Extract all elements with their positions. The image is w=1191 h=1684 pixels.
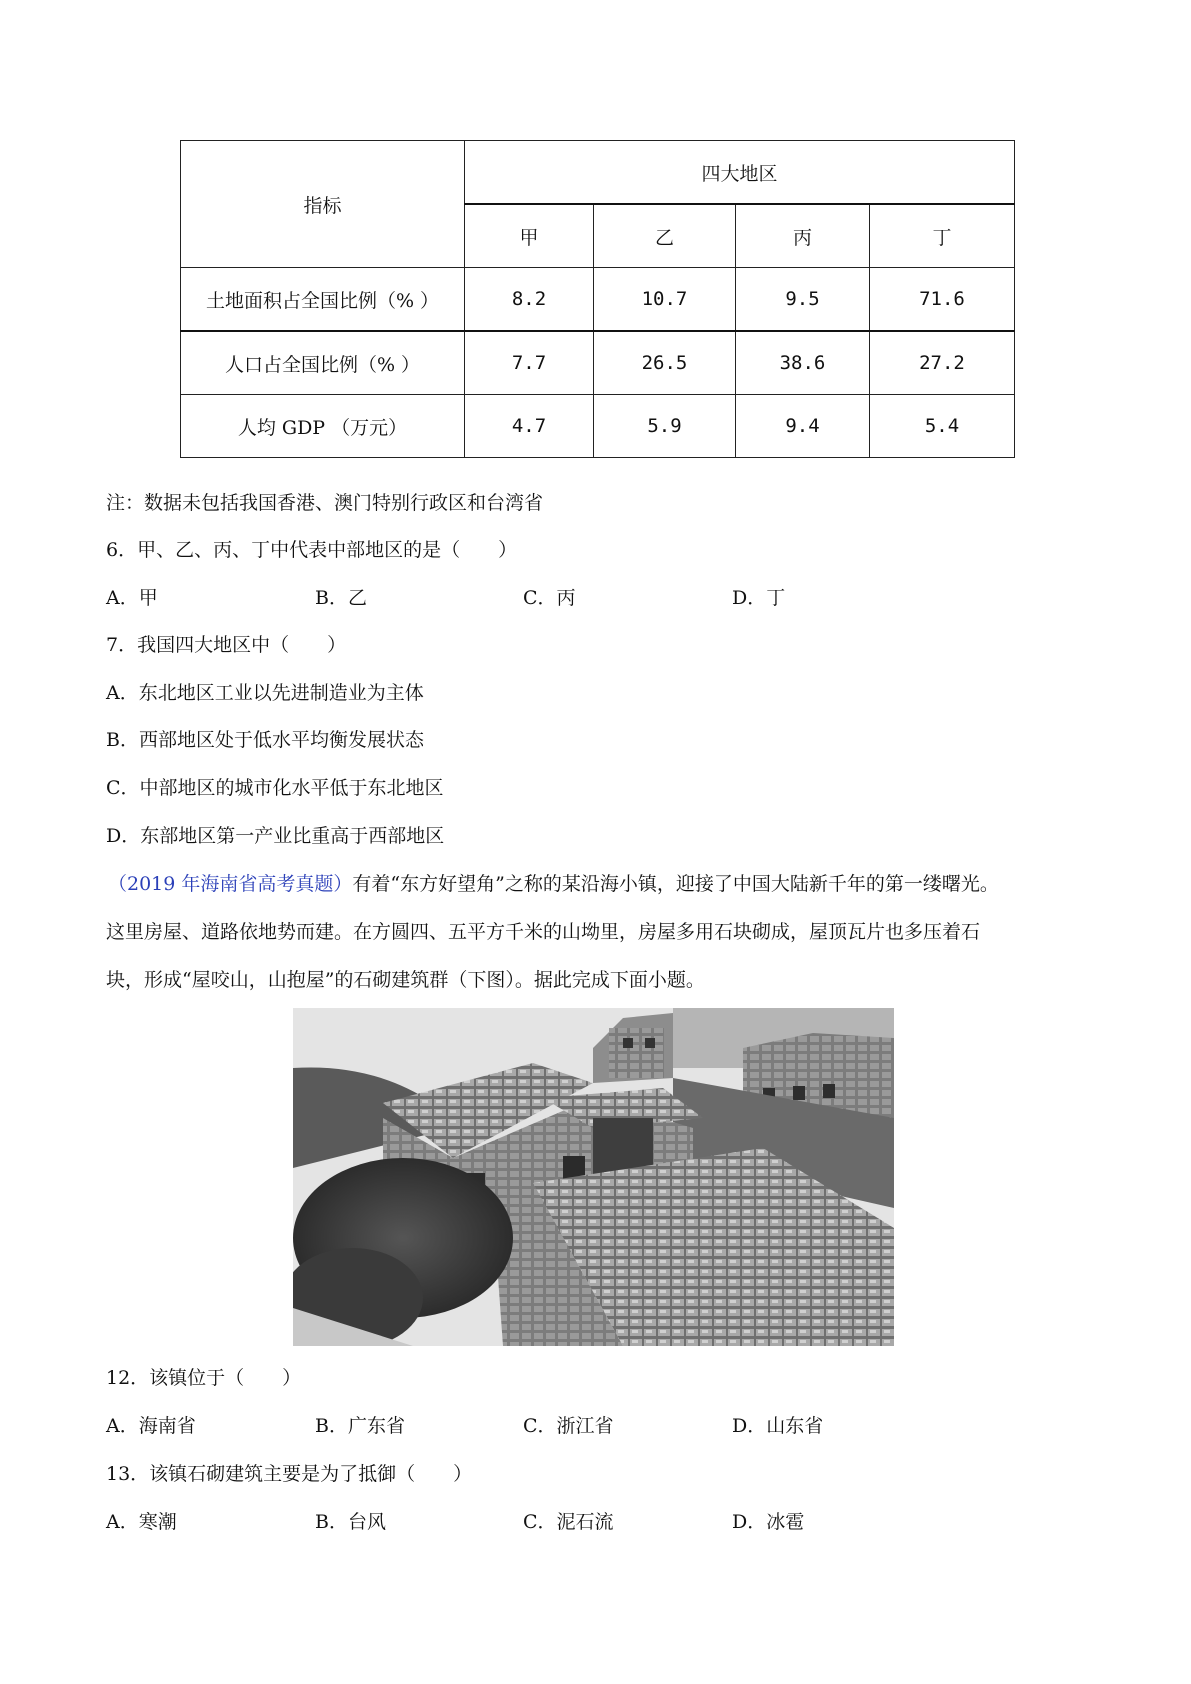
table-cell: 5.4 xyxy=(870,395,1015,458)
q6-option-d: D．丁 xyxy=(732,587,786,609)
q12-option-c: C．浙江省 xyxy=(523,1415,614,1437)
passage-line-1 xyxy=(108,869,999,896)
question-12-stem: 12．该镇位于（ ） xyxy=(106,1367,302,1389)
q13-option-a: A．寒潮 xyxy=(106,1511,177,1533)
q7-option-a: A．东北地区工业以先进制造业为主体 xyxy=(106,682,424,704)
table-row-population xyxy=(181,331,1015,395)
q6-option-c: C．丙 xyxy=(523,587,576,609)
table-cell: 4.7 xyxy=(465,395,594,458)
passage-line-2: 这里房屋、道路依地势而建。在方圆四、五平方千米的山坳里，房屋多用石块砌成，屋顶瓦片也多压着石 xyxy=(106,921,981,943)
q13-option-b: B．台风 xyxy=(315,1511,386,1533)
table-cell: 9.4 xyxy=(736,395,870,458)
question-13-stem: 13．该镇石砌建筑主要是为了抵御（ ） xyxy=(106,1463,473,1485)
header-region-yi: 乙 xyxy=(594,204,736,268)
question-6-stem: 6．甲、乙、丙、丁中代表中部地区的是（ ） xyxy=(106,539,518,561)
header-region-ding: 丁 xyxy=(870,204,1015,268)
q7-option-d: D．东部地区第一产业比重高于西部地区 xyxy=(106,825,445,847)
table-cell: 38.6 xyxy=(736,331,870,395)
q13-option-c: C．泥石流 xyxy=(523,1511,614,1533)
stone-houses-photo xyxy=(293,1008,894,1346)
q7-option-c: C．中部地区的城市化水平低于东北地区 xyxy=(106,777,444,799)
stone-houses-illustration xyxy=(293,1008,894,1346)
table-cell: 7.7 xyxy=(465,331,594,395)
table-cell: 27.2 xyxy=(870,331,1015,395)
question-7-stem: 7．我国四大地区中（ ） xyxy=(106,634,347,656)
header-four-regions: 四大地区 xyxy=(465,141,1015,205)
q13-option-d: D．冰雹 xyxy=(732,1511,805,1533)
q12-option-b: B．广东省 xyxy=(315,1415,405,1437)
table-cell: 10.7 xyxy=(594,268,736,332)
regional-indicators-table xyxy=(180,140,1015,458)
table-cell: 8.2 xyxy=(465,268,594,332)
table-cell: 26.5 xyxy=(594,331,736,395)
q6-option-b: B．乙 xyxy=(315,587,367,609)
header-region-jia: 甲 xyxy=(465,204,594,268)
table-row-land-area xyxy=(181,268,1015,332)
row-label: 土地面积占全国比例（% ） xyxy=(181,268,465,332)
table-cell: 5.9 xyxy=(594,395,736,458)
passage-text: 有着“东方好望角”之称的某沿海小镇，迎接了中国大陆新千年的第一缕曙光。 xyxy=(352,873,999,895)
row-label: 人均 GDP （万元） xyxy=(181,395,465,458)
exam-source-label: （2019 年海南省高考真题） xyxy=(108,873,353,895)
q7-option-b: B．西部地区处于低水平均衡发展状态 xyxy=(106,729,424,751)
q12-option-a: A．海南省 xyxy=(106,1415,196,1437)
row-label: 人口占全国比例（% ） xyxy=(181,331,465,395)
header-indicator: 指标 xyxy=(181,141,465,268)
q12-option-d: D．山东省 xyxy=(732,1415,824,1437)
q6-option-a: A．甲 xyxy=(106,587,158,609)
table-row-gdp-per-capita xyxy=(181,395,1015,458)
passage-line-3: 块，形成“屋咬山，山抱屋”的石砌建筑群（下图）。据此完成下面小题。 xyxy=(106,969,705,991)
table-cell: 71.6 xyxy=(870,268,1015,332)
header-region-bing: 丙 xyxy=(736,204,870,268)
table-cell: 9.5 xyxy=(736,268,870,332)
table-note: 注：数据未包括我国香港、澳门特别行政区和台湾省 xyxy=(106,492,544,514)
